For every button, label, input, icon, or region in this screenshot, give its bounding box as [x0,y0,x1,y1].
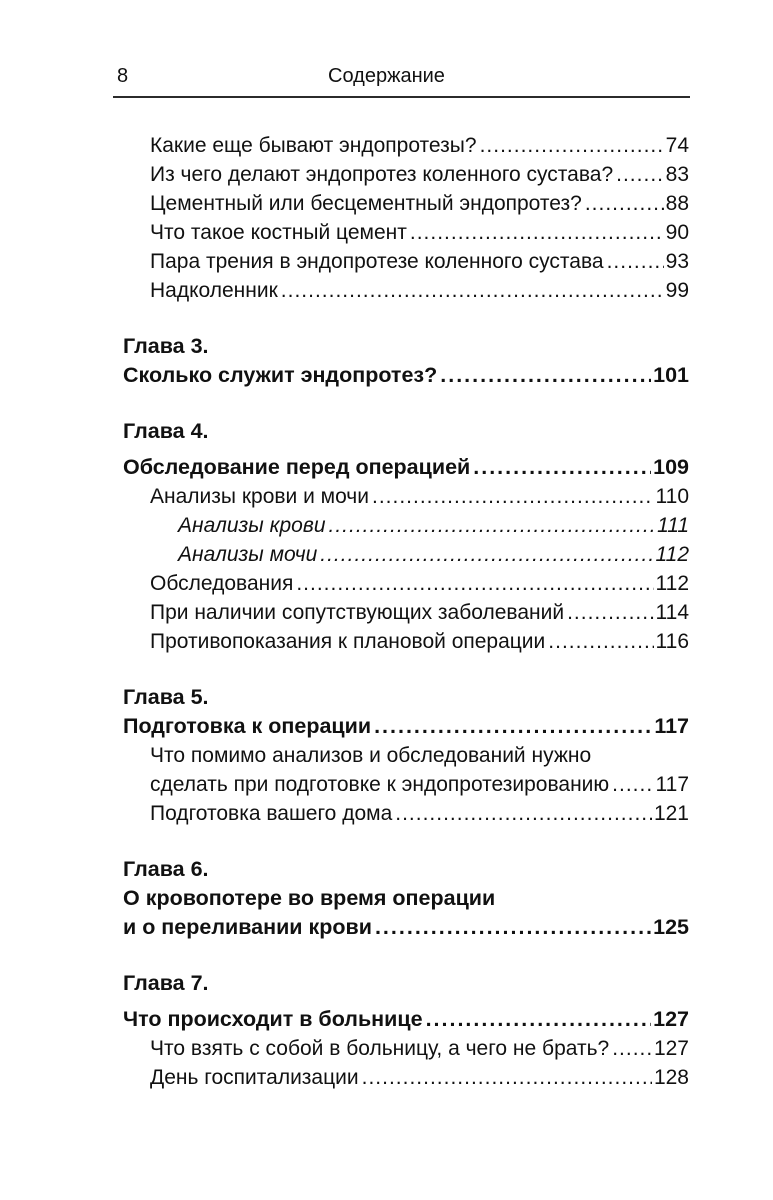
toc-entry-text: сделать при подготовке к эндопротезированию [150,773,610,796]
toc-entry-text: Анализы мочи [178,543,318,566]
toc-entry-text: Из чего делают эндопротез коленного сустава? [150,163,614,186]
dot-leader [362,1063,652,1092]
chapter-title-page: 109 [653,455,689,479]
toc-entry-page: 116 [655,630,689,653]
toc-entry-page: 93 [665,250,689,273]
table-of-contents [123,131,689,1092]
toc-subentry [178,540,689,569]
toc-entry [150,160,689,189]
chapter-label: Глава 7. [123,971,209,995]
dot-leader [607,247,664,276]
chapter-title-row [123,1005,689,1034]
dot-leader [296,569,653,598]
dot-leader [395,799,652,828]
dot-leader [410,218,664,247]
toc-entry-page: 111 [657,514,689,537]
chapter-title-page: 125 [653,915,689,939]
toc-entry [150,482,689,511]
dot-leader [616,160,664,189]
dot-leader [372,482,654,511]
chapter-title-row [123,712,689,741]
toc-entry-text: Обследования [150,572,294,595]
toc-entry-page: 83 [665,163,689,186]
chapter-label: Глава 5. [123,685,209,709]
toc-entry-line1: Что помимо анализов и обследований нужно [150,744,592,767]
toc-entry-page: 112 [655,572,689,595]
toc-entry-text: Какие еще бывают эндопротезы? [150,134,477,157]
toc-subentry [178,511,689,540]
toc-entry [150,189,689,218]
dot-leader [612,770,653,799]
toc-entry-text: Анализы крови [178,514,326,537]
dot-leader [375,913,651,942]
header-rule [113,96,690,98]
dot-leader [480,131,664,160]
dot-leader [585,189,664,218]
chapter-title-line1: О кровопотере во время операции [123,886,496,910]
toc-entry-page: 110 [655,485,689,508]
toc-entry [150,1063,689,1092]
toc-entry-page: 121 [653,802,689,825]
dot-leader [567,598,653,627]
chapter-title-page: 101 [653,363,689,387]
toc-chapter-4 [123,417,689,656]
toc-entry [150,598,689,627]
dot-leader [320,540,653,569]
toc-entry-page: 114 [655,601,689,624]
chapter-title-text: Что происходит в больнице [123,1007,423,1031]
toc-entry [150,627,689,656]
chapter-title-page: 127 [653,1007,689,1031]
dot-leader [612,1034,652,1063]
toc-entry-page: 74 [665,134,689,157]
toc-entry-page: 88 [665,192,689,215]
toc-entry-text: Что взять с собой в больницу, а чего не брать? [150,1037,610,1060]
chapter-title-row [123,913,689,942]
toc-entry-text: Что такое костный цемент [150,221,407,244]
chapter-title-text: Подготовка к операции [123,714,372,738]
dot-leader [473,453,651,482]
toc-entry-page: 112 [655,543,689,566]
dot-leader [548,627,653,656]
toc-chapter-3 [123,332,689,390]
toc-entry-page: 127 [653,1037,689,1060]
toc-entry-line2 [150,770,689,799]
toc-entry-text: Надколенник [150,279,278,302]
chapter-label: Глава 4. [123,419,209,443]
toc-entry-text: Анализы крови и мочи [150,485,369,508]
toc-entry-text: Противопоказания к плановой операции [150,630,546,653]
toc-entry [150,276,689,305]
toc-entry-page: 128 [653,1066,689,1089]
chapter-title-text: Сколько служит эндопротез? [123,363,438,387]
chapter-title-text: и о переливании крови [123,915,372,939]
dot-leader [329,511,656,540]
dot-leader [281,276,664,305]
toc-entry [150,799,689,828]
toc-chapter-6 [123,855,689,942]
chapter-label: Глава 6. [123,857,209,881]
page-number: 8 [117,65,129,87]
chapter-title-row [123,361,689,390]
toc-entry-page: 90 [665,221,689,244]
toc-entry-text: Подготовка вашего дома [150,802,393,825]
running-header [0,62,773,90]
toc-entry-text: При наличии сопутствующих заболеваний [150,601,565,624]
toc-entry-text: Цементный или бесцементный эндопротез? [150,192,582,215]
dot-leader [440,361,651,390]
chapter-title-row [123,453,689,482]
toc-entry [150,247,689,276]
toc-entry-text: День госпитализации [150,1066,359,1089]
toc-entry-page: 99 [665,279,689,302]
toc-chapter-7 [123,969,689,1092]
toc-chapter-5 [123,683,689,828]
toc-entry [150,1034,689,1063]
toc-entry [150,218,689,247]
toc-entry [150,131,689,160]
dot-leader [374,712,652,741]
chapter-title-text: Обследование перед операцией [123,455,471,479]
toc-entry-text: Пара трения в эндопротезе коленного сустава [150,250,604,273]
dot-leader [426,1005,652,1034]
running-title: Содержание [328,65,445,87]
toc-entry-page: 117 [655,773,689,796]
chapter-title-page: 117 [654,714,689,738]
toc-entry [150,569,689,598]
chapter-label: Глава 3. [123,334,209,358]
